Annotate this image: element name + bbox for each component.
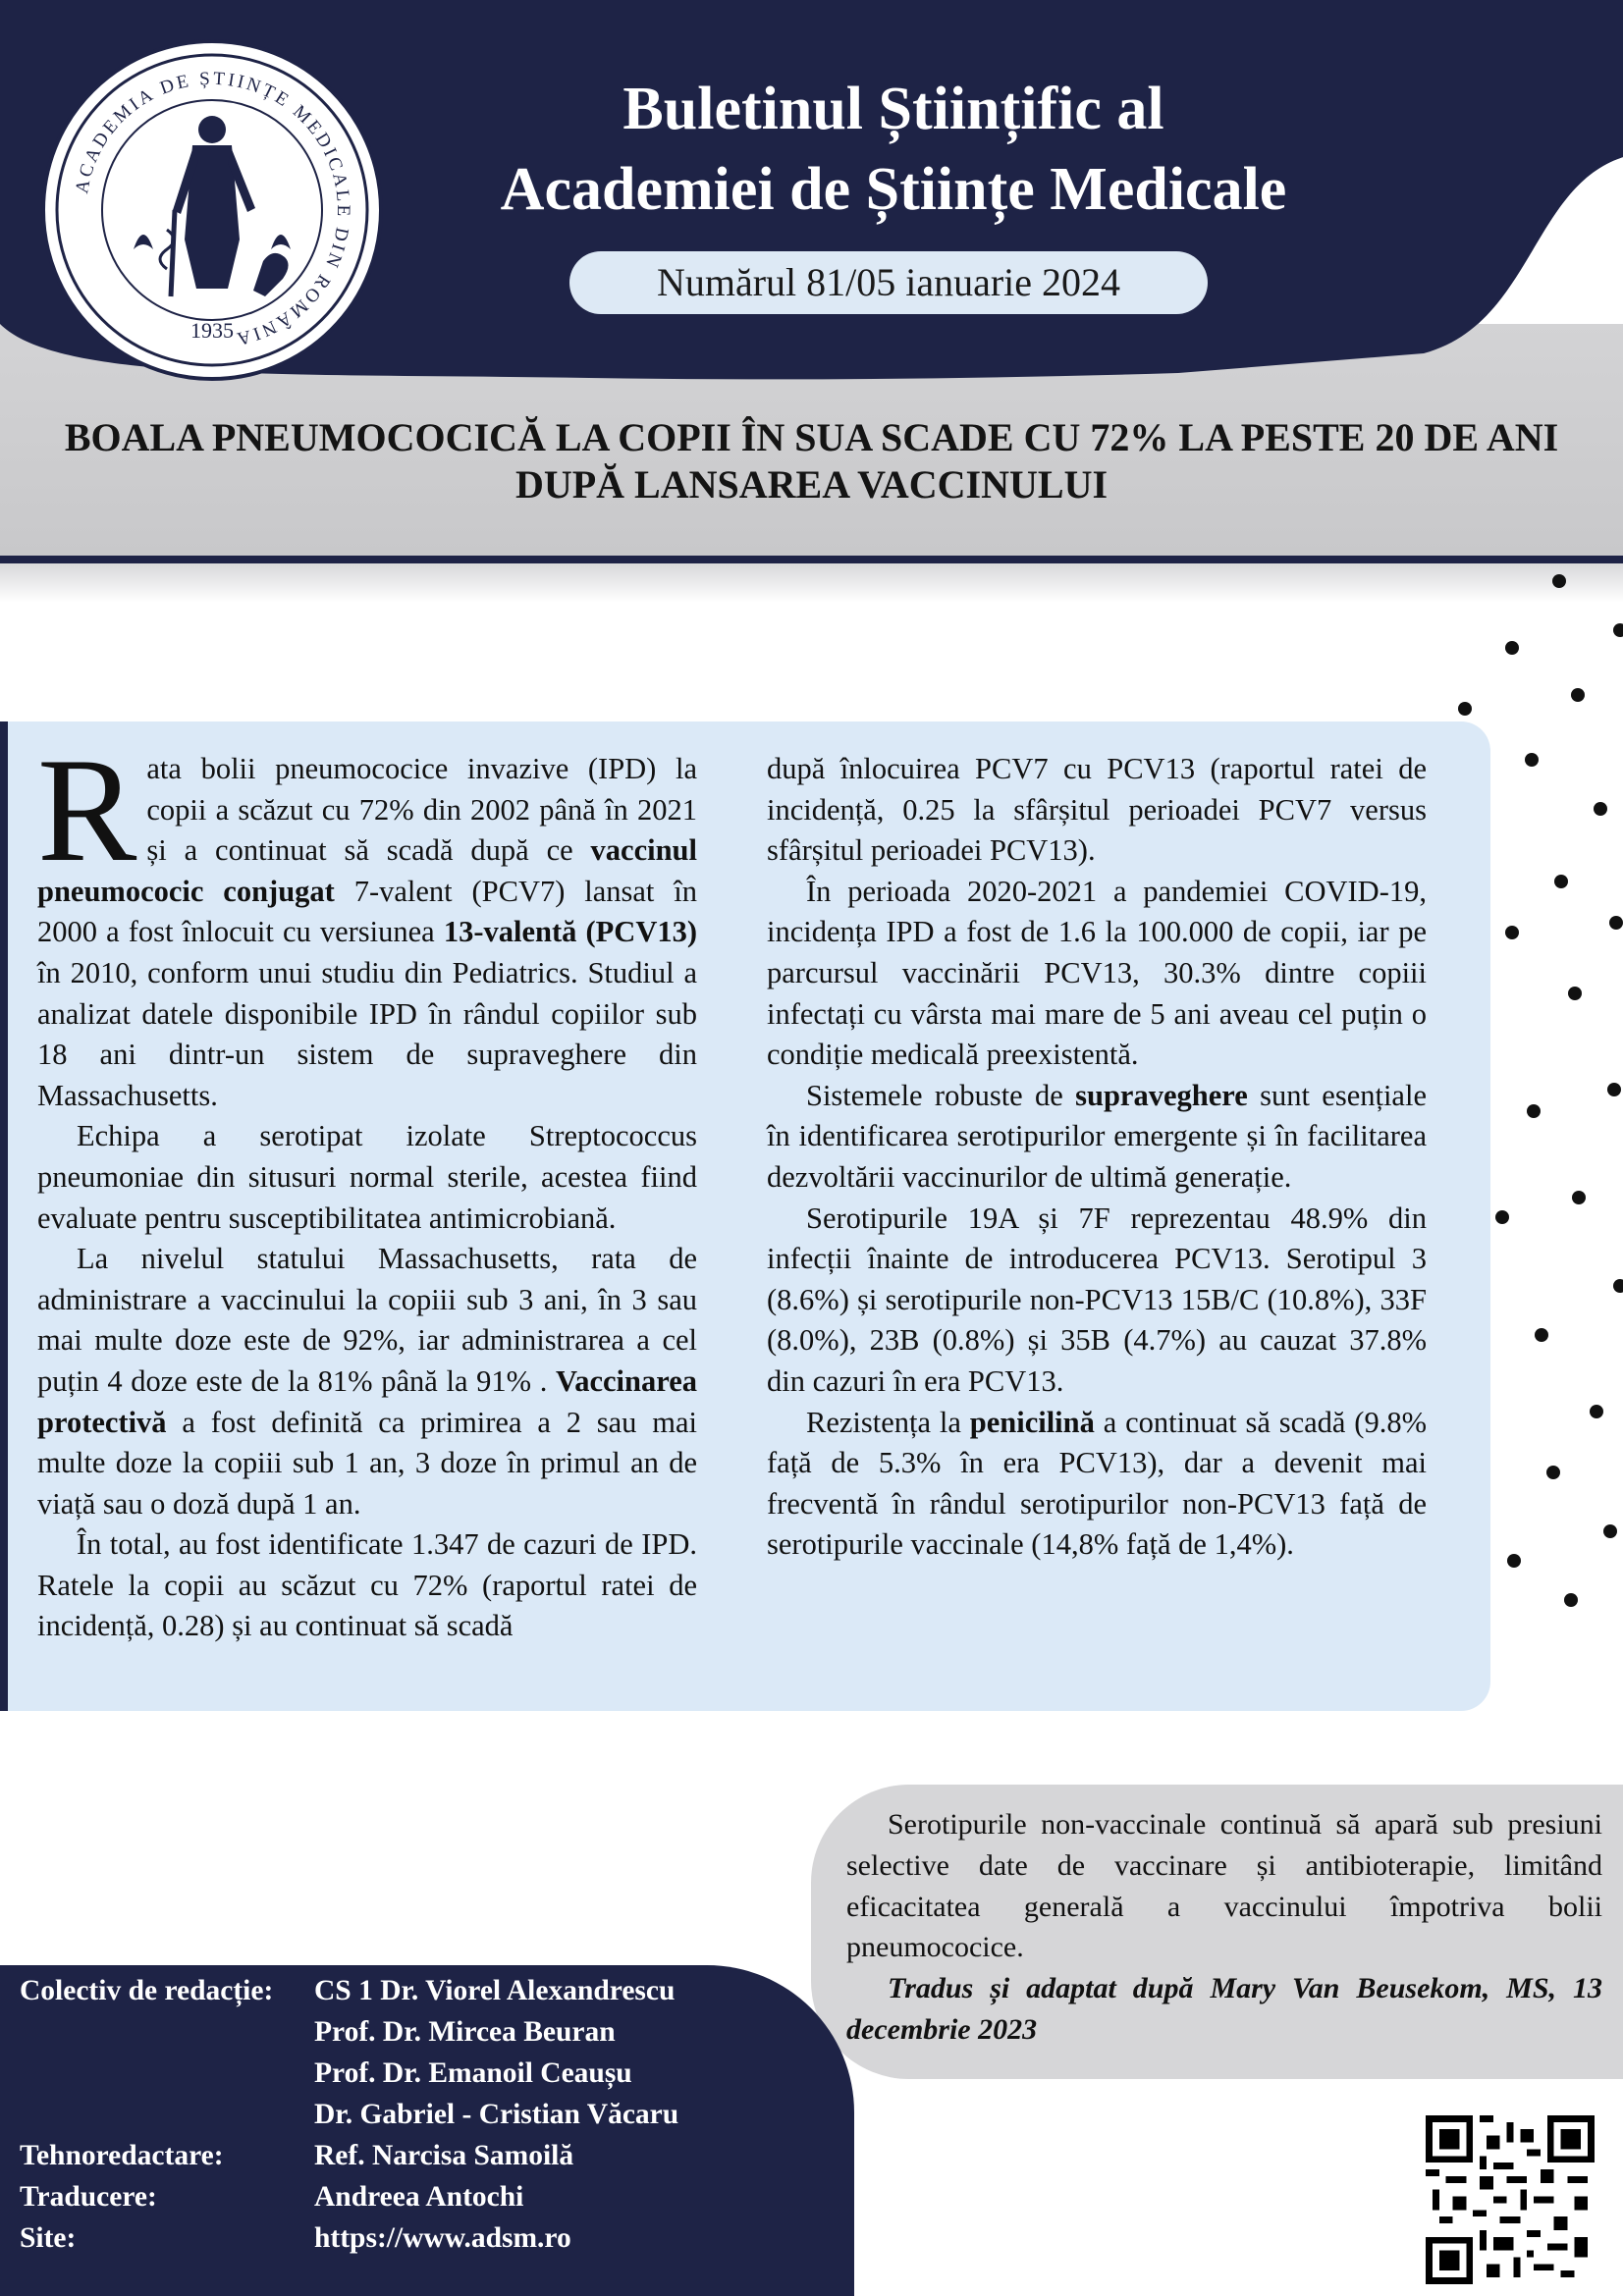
seal-year: 1935 (190, 318, 234, 343)
qr-code-icon[interactable] (1426, 2115, 1595, 2284)
title-line-1: Buletinul Științific al (622, 76, 1164, 142)
headline-line-2: DUPĂ LANSAREA VACCINULUI (514, 462, 1109, 507)
drop-cap: R (37, 727, 137, 892)
paragraph-3: La nivelul statului Massachusetts, rata de administrare a vaccinului la copiii sub 3 ani, în 3 sau mai multe doze este de 92%, iar administrarea a cel puțin 4 doze este de la 81% până la 91% . Vaccinarea protectivă a fost definită ca primirea a 2 sau mai multe doze la copiii sub 1 an, 3 doze în primul an de viață sau o doză după 1 an. (37, 1242, 697, 1521)
paragraph-6: În perioada 2020-2021 a pandemiei COVID-19, incidența IPD a fost de 1.6 la 100.000 de copii, iar pe parcursul vaccinării PCV13, 30.3% dintre copiii infectați cu vârsta mai mare de 5 ani aveau cel puțin o condiție medicală preexistentă. (767, 874, 1427, 1072)
paragraph-8: Serotipurile 19A și 7F reprezentau 48.9% din infecții înainte de introducerea PCV13. Serotipul 3 (8.6%) și serotipurile non-PCV13 15B/C (10.8%), 33F (8.0%), 23B (0.8%) și 35B (4.7%) au cauzat 37.8% din cazuri în era PCV13. (767, 1201, 1427, 1398)
paragraph-4: În total, au fost identificate 1.347 de cazuri de IPD. Ratele la copii au scăzut cu 72% (raportul ratei de incidență, 0.28) și au continuat să scadă (37, 1527, 697, 1643)
paragraph-9: Rezistența la penicilină a continuat să scadă (9.8% față de 5.3% în era PCV13), dar a devenit mai frecventă în rândul serotipurilor non-PCV13 față de serotipurile vaccinale (14,8% față de 1,4%). (767, 1405, 1427, 1562)
bulletin-title (432, 69, 1355, 230)
issue-badge: Numărul 81/05 ianuarie 2024 (569, 251, 1208, 314)
paragraph-7: Sistemele robuste de supraveghere sunt esențiale în identificarea serotipurilor emergente și în facilitarea dezvoltării vaccinurilor de ultimă generație. (767, 1078, 1427, 1194)
paragraph-2: Echipa a serotipat izolate Streptococcus pneumoniae din situsuri normal sterile, acestea fiind evaluate pentru susceptibilitatea antimicrobiană. (37, 1119, 697, 1235)
seal-ring-text: ACADEMIA DE ȘTIINȚE MEDICALE DIN ROMÂNIA (72, 68, 354, 350)
headline-line-1: BOALA PNEUMOCOCICĂ LA COPII ÎN SUA SCADE CU 72% LA PESTE 20 DE ANI (64, 415, 1559, 459)
article-column-1 (37, 727, 697, 1647)
seal-icon (45, 43, 379, 377)
paragraph-1: Rata bolii pneumococice invazive (IPD) la copii a scăzut cu 72% din 2002 până în 2021 și a continuat să scadă după ce vaccinul pneumococic conjugat 7-valent (PCV7) lansat în 2000 a fost înlocuit cu versiunea 13-valentă (PCV13) în 2010, conform unui studiu din Pediatrics. Studiul a analizat datele disponibile IPD în rândul copiilor sub 18 ani dintr-un sistem de supraveghere din Massachusetts. (37, 727, 697, 1112)
divider (0, 556, 1623, 563)
quote-source: Tradus și adaptat după Mary Van Beusekom, MS, 13 decembrie 2023 (846, 1972, 1602, 2046)
quote-text: Serotipurile non-vaccinale continuă să apară sub presiuni selective date de vaccinare și antibioterapie, limitând eficacitatea generală a vaccinului împotriva bolii pneumococice. (846, 1808, 1602, 1964)
site-link[interactable]: https://www.adsm.ro (314, 2222, 571, 2254)
article-headline (39, 414, 1584, 508)
pull-quote (846, 1804, 1602, 2051)
paragraph-5: după înlocuirea PCV7 cu PCV13 (raportul ratei de incidență, 0.25 la sfârșitul perioadei PCV7 versus sfârșitul perioadei PCV13). (767, 752, 1427, 868)
article-column-2 (767, 749, 1427, 1566)
academy-seal-logo (41, 39, 383, 381)
title-line-2: Academiei de Științe Medicale (500, 156, 1287, 223)
